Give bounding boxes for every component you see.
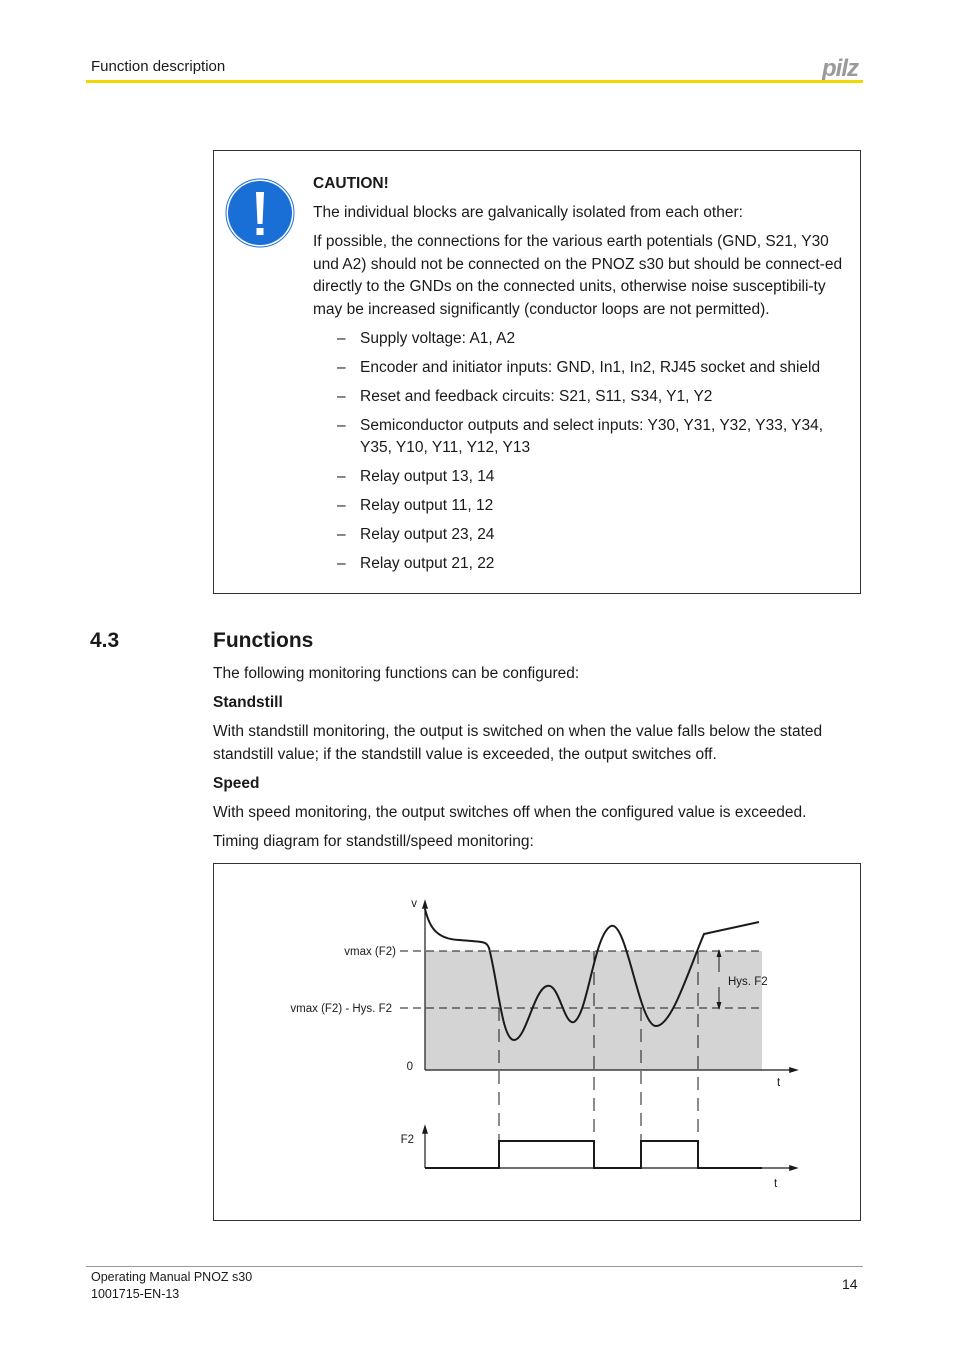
- list-item-text: Encoder and initiator inputs: GND, In1, In2, RJ45 socket and shield: [360, 358, 821, 376]
- caution-text: [313, 173, 858, 582]
- section-title: Functions: [213, 629, 314, 652]
- timing-diagram: [213, 863, 861, 1221]
- dash-marker: –: [337, 497, 346, 514]
- section-number: 4.3: [90, 629, 120, 652]
- list-item-text: Semiconductor outputs and select inputs: Y30, Y31, Y32, Y33, Y34, Y35, Y10, Y11, Y12, Y13: [360, 416, 824, 456]
- standstill-text: With standstill monitoring, the output is switched on when the value falls below the stated standstill value; if the standstill value is exceeded, the output switches off.: [213, 723, 823, 763]
- list-item-text: Relay output 13, 14: [360, 468, 495, 485]
- header-title: Function description: [91, 58, 226, 75]
- zero-label: 0: [406, 1061, 413, 1073]
- dash-marker: –: [337, 387, 346, 405]
- list-item: [337, 328, 858, 351]
- t-label-bottom: t: [774, 1178, 778, 1190]
- section-body: [213, 663, 861, 860]
- f2-output-signal: [425, 1141, 762, 1168]
- section-intro: The following monitoring functions can be configured:: [213, 665, 580, 682]
- footer-rule: [86, 1266, 863, 1267]
- dash-marker: –: [337, 329, 346, 347]
- t-label-top: t: [777, 1077, 781, 1089]
- hys-label: Hys. F2: [728, 976, 768, 988]
- vmax-hys-label: vmax (F2) - Hys. F2: [290, 1003, 392, 1015]
- header-rule: [86, 80, 863, 83]
- caution-box: [213, 150, 861, 594]
- vmax-label: vmax (F2): [344, 946, 396, 958]
- list-item-text: Relay output 21, 22: [360, 555, 495, 572]
- caution-intro: The individual blocks are galvanically isolated from each other:: [313, 204, 743, 221]
- diagram-caption: Timing diagram for standstill/speed monitoring:: [213, 832, 534, 850]
- footer-doc-number: 1001715-EN-13: [91, 1287, 180, 1301]
- list-item-text: Relay output 11, 12: [360, 497, 494, 514]
- footer-manual-title: Operating Manual PNOZ s30: [91, 1270, 253, 1284]
- dash-marker: –: [337, 526, 346, 543]
- dash-marker: –: [337, 468, 346, 485]
- list-item: [337, 495, 858, 518]
- list-item: [337, 415, 858, 460]
- svg-text:pilz: pilz: [822, 56, 858, 80]
- speed-text: With speed monitoring, the output switches off when the configured value is exceeded.: [213, 803, 807, 821]
- f2-label: F2: [400, 1134, 414, 1146]
- caution-body: If possible, the connections for the various earth potentials (GND, S21, Y30 und A2) should not be connected on the PNOZ s30 but should be connect-ed directly to the GNDs on the connected units, otherwise noise susceptibili-ty may be increased significantly (conductor loops are not permitted).: [313, 233, 843, 318]
- caution-title: CAUTION!: [313, 175, 389, 192]
- exclamation-icon: [225, 178, 295, 248]
- list-item: [337, 386, 858, 409]
- standstill-heading: Standstill: [213, 694, 283, 711]
- list-item: [337, 553, 858, 576]
- dash-marker: –: [337, 555, 346, 572]
- list-item: [337, 357, 858, 380]
- list-item-text: Supply voltage: A1, A2: [360, 329, 516, 347]
- list-item-text: Reset and feedback circuits: S21, S11, S34, Y1, Y2: [360, 387, 713, 405]
- timing-diagram-svg: [214, 864, 860, 1220]
- page-number: 14: [842, 1276, 858, 1292]
- dash-marker: –: [337, 358, 346, 376]
- list-item-text: Relay output 23, 24: [360, 526, 495, 543]
- list-item: [337, 466, 858, 489]
- pilz-logo: [822, 56, 864, 80]
- list-item: [337, 524, 858, 547]
- speed-heading: Speed: [213, 774, 260, 792]
- v-axis-label: v: [411, 898, 417, 910]
- caution-list: [313, 328, 858, 576]
- dash-marker: –: [337, 416, 346, 434]
